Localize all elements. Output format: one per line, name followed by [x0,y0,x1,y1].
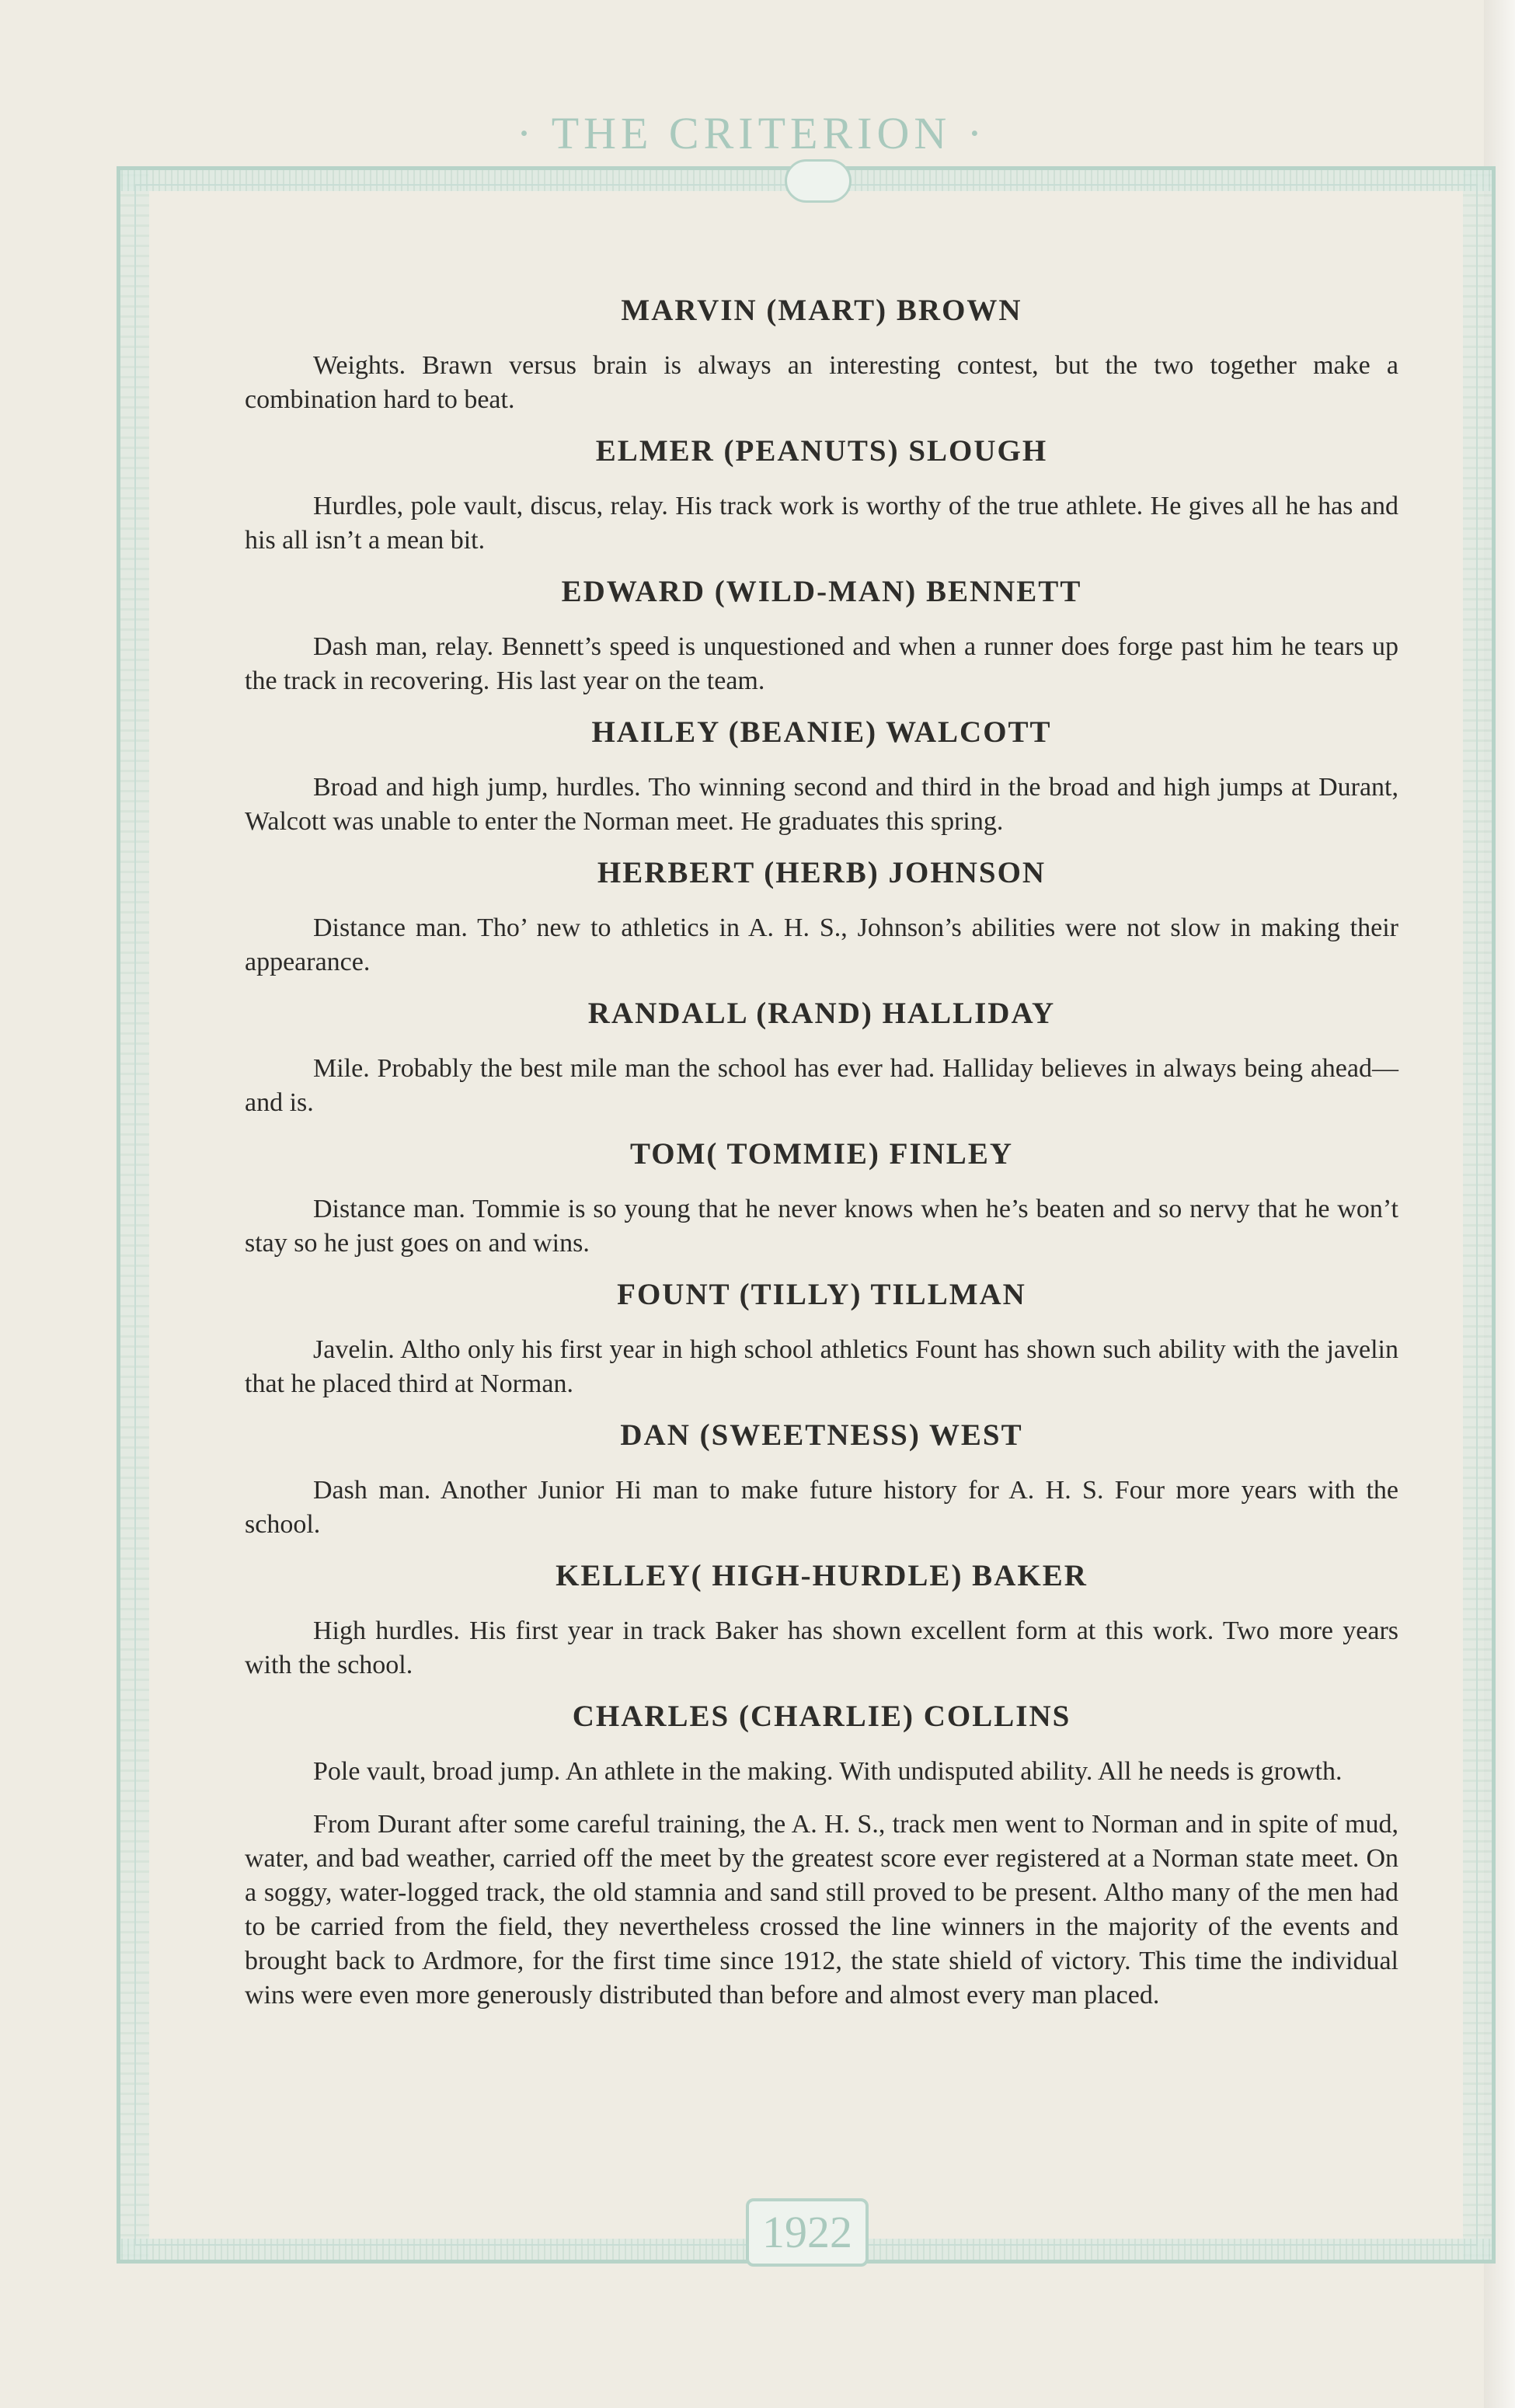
page-content [245,295,1398,2013]
athlete-entry [245,436,1398,558]
athlete-entry [245,998,1398,1120]
athlete-description: Hurdles, pole vault, discus, relay. His track work is worthy of the true athlete. He gives all he has and his all isn’t a mean bit. [245,492,1398,555]
athlete-entry [245,1279,1398,1401]
athlete-name: DAN (SWEETNESS) WEST [620,1418,1023,1452]
closing-paragraph: From Durant after some careful training, the A. H. S., track men went to Norman and in spite of mud, water, and bad weather, carried off the meet by the greatest score ever registered at a Norman state meet. On a soggy, water-logged track, the old stamnia and sand still proved to be present. Altho many of the men had to be carried from the field, they nevertheless crossed the line winners in the majority of the events and brought back to Ardmore, for the first time since 1912, the state shield of victory. This time the individual wins were even more generously distributed than before and almost every man placed. [245,1810,1398,2010]
athlete-description: Dash man, relay. Bennett’s speed is unquestioned and when a runner does forge past him he tears up the track in recovering. His last year on the team. [245,632,1398,695]
page-header-title: · THE CRITERION · [516,108,987,158]
athlete-name: CHARLES (CHARLIE) COLLINS [572,1700,1071,1733]
athlete-description: Javelin. Altho only his first year in high school athletics Fount has shown such ability with the javelin that he placed third at Norman. [245,1335,1398,1398]
athlete-name: TOM( TOMMIE) FINLEY [629,1137,1014,1171]
athlete-name: MARVIN (MART) BROWN [621,294,1022,327]
athlete-description: Weights. Brawn versus brain is always an interesting contest, but the two together make a combination hard to beat. [245,351,1398,414]
athlete-name: FOUNT (TILLY) TILLMAN [617,1278,1026,1311]
athlete-entry [245,576,1398,698]
athlete-entry [245,717,1398,839]
year-badge: 1922 [746,2198,869,2267]
athlete-description: High hurdles. His first year in track Baker has shown excellent form at this work. Two more years with the school. [245,1616,1398,1679]
athlete-name: HAILEY (BEANIE) WALCOTT [591,715,1052,749]
athlete-description: Mile. Probably the best mile man the school has ever had. Halliday believes in always being ahead—and is. [245,1054,1398,1117]
athlete-name: EDWARD (WILD-MAN) BENNETT [561,575,1082,608]
athlete-name: ELMER (PEANUTS) SLOUGH [595,434,1048,468]
athlete-name: HERBERT (HERB) JOHNSON [597,856,1047,889]
athlete-entry [245,1561,1398,1682]
athlete-entry [245,1701,1398,1789]
athlete-description: Distance man. Tho’ new to athletics in A. H. S., Johnson’s abilities were not slow in making their appearance. [245,913,1398,976]
athlete-entry [245,1139,1398,1261]
athlete-description: Distance man. Tommie is so young that he never knows when he’s beaten and so nervy that he won’t stay so he just goes on and wins. [245,1195,1398,1258]
athlete-name: RANDALL (RAND) HALLIDAY [587,997,1056,1030]
athlete-name: KELLEY( HIGH-HURDLE) BAKER [556,1559,1088,1592]
athlete-description: Dash man. Another Junior Hi man to make future history for A. H. S. Four more years with the school. [245,1476,1398,1539]
athlete-entry [245,1420,1398,1542]
athlete-entry [245,295,1398,417]
athlete-description: Broad and high jump, hurdles. Tho winning second and third in the broad and high jumps at Durant, Walcott was unable to enter the Norman meet. He graduates this spring. [245,773,1398,836]
athlete-description: Pole vault, broad jump. An athlete in the making. With undisputed ability. All he needs is growth. [313,1757,1343,1786]
top-ornament-icon [785,159,852,203]
athlete-entry [245,858,1398,980]
